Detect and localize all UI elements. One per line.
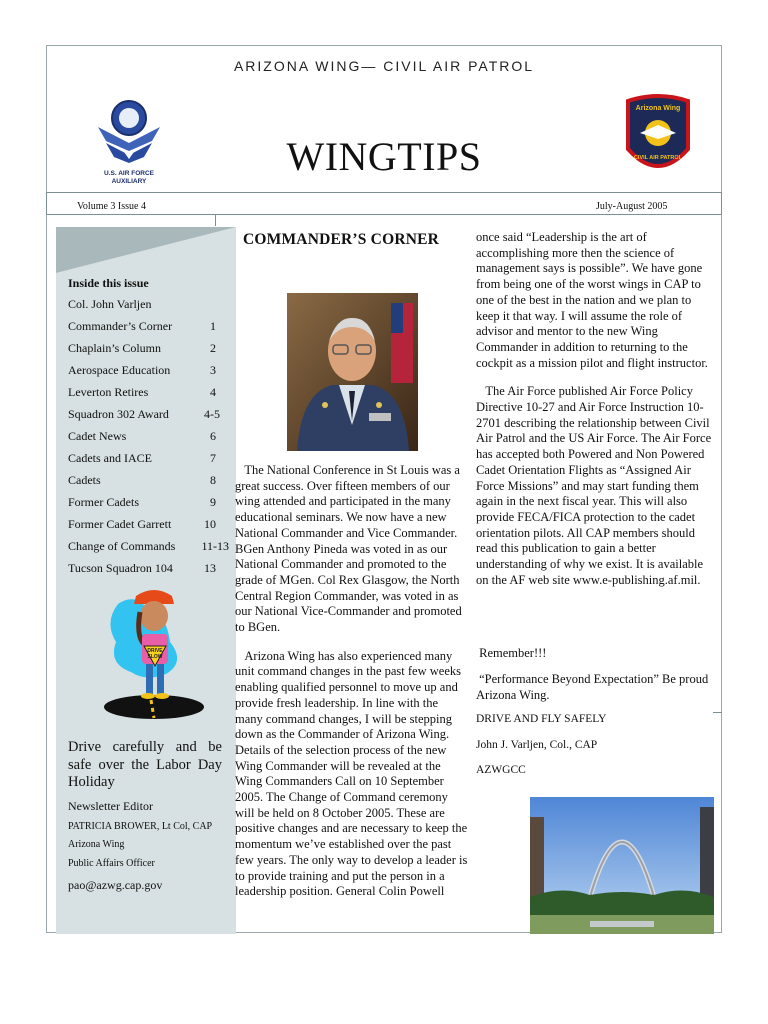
air-force-auxiliary-logo bbox=[94, 97, 164, 185]
left-logo-line-2: AUXILIARY bbox=[111, 178, 147, 185]
rule-tick-right bbox=[721, 193, 722, 214]
article-paragraph: The Air Force published Air Force Policy Directive 10-27 and Air Force Instruction 10-2701 describing the relationship between Civil Air Patrol and the US Air Force. The Air Force has accepted both Powered and Non Powered Cadet Orientation Flights as “Assigned Air Force Missions” and may start funding them again in the next fiscal year. This will also provide FECA/FICA protection to the cadet orientation pilots. All CAP members should read this publication to gain a better understanding of why we exist. It is available on the AF web site www.e-publishing.af.mil. bbox=[476, 384, 712, 587]
newsletter-title: WINGTIPS bbox=[286, 134, 482, 179]
toc-page: 13 bbox=[204, 561, 216, 575]
toc-item bbox=[68, 363, 228, 385]
toc-page: 10 bbox=[204, 517, 216, 531]
toc-label: Tucson Squadron 104 bbox=[68, 561, 173, 575]
masthead-rule-bottom bbox=[46, 214, 722, 215]
article-column-middle bbox=[235, 463, 468, 900]
article-paragraph: Arizona Wing has also experienced many unit command changes in the past few weeks enabling qualified personnel to move up and provide fresh leadership. In line with the many command changes, I will be stepping down as the Commander of Arizona Wing. Details of the selection process of the new Wing Commander will be revealed at the Wing Commanders Call on 10 September 2005. The Change of Command ceremony will be held on 8 October 2005. These are positive changes and are necessary to keep the momentum we’ve established over the past few years. The only way to develop a leader is to provide training and put the person in a leadership position. General Colin Powell bbox=[235, 648, 468, 899]
arizona-wing-patch-logo bbox=[622, 93, 694, 179]
organization-name: ARIZONA WING— CIVIL AIR PATROL bbox=[233, 58, 535, 74]
toc-label: Former Cadet Garrett bbox=[68, 517, 172, 531]
toc-page: 1 bbox=[210, 319, 216, 333]
table-of-contents bbox=[68, 297, 228, 583]
editor-email: pao@azwg.cap.gov bbox=[68, 878, 163, 892]
toc-item bbox=[68, 517, 228, 539]
masthead-rule-top bbox=[46, 192, 722, 193]
sign-off-line: DRIVE AND FLY SAFELY bbox=[476, 713, 607, 725]
commander-portrait-photo bbox=[287, 293, 418, 451]
toc-item bbox=[68, 319, 228, 341]
toc-item bbox=[68, 341, 228, 363]
toc-page: 4-5 bbox=[204, 407, 220, 421]
toc-page: 11-13 bbox=[201, 539, 229, 553]
toc-item bbox=[68, 451, 228, 473]
toc-label: Chaplain’s Column bbox=[68, 341, 161, 355]
article-column-right bbox=[476, 230, 714, 588]
toc-item bbox=[68, 473, 228, 495]
toc-page: 6 bbox=[210, 429, 216, 443]
inside-issue-heading: Inside this issue bbox=[68, 276, 149, 290]
newsletter-editor-label: Newsletter Editor bbox=[68, 799, 153, 813]
toc-label: Cadet News bbox=[68, 429, 127, 443]
sidebar-corner-shape bbox=[56, 227, 236, 273]
editor-organization: Arizona Wing bbox=[68, 839, 125, 850]
sidebar bbox=[56, 227, 236, 934]
toc-label: Cadets bbox=[68, 473, 101, 487]
sign-line-2: SLOW bbox=[147, 654, 163, 660]
article-heading: COMMANDER’S CORNER bbox=[243, 231, 440, 248]
toc-label: Commander’s Corner bbox=[68, 319, 173, 333]
toc-page: 3 bbox=[210, 363, 216, 377]
toc-page: 9 bbox=[210, 495, 216, 509]
rule-tick-right-mid bbox=[713, 712, 722, 713]
sign-line-1: DRIVE bbox=[147, 648, 163, 654]
toc-page: 2 bbox=[210, 341, 216, 355]
toc-item bbox=[68, 539, 228, 561]
toc-page: 8 bbox=[210, 473, 216, 487]
remember-line: Remember!!! bbox=[476, 646, 547, 660]
gateway-arch-photo bbox=[530, 797, 714, 934]
toc-label: Squadron 302 Award bbox=[68, 407, 169, 421]
toc-page: 4 bbox=[210, 385, 216, 399]
drive-slow-cartoon bbox=[96, 582, 226, 722]
editor-office: Public Affairs Officer bbox=[68, 858, 155, 869]
toc-item bbox=[68, 407, 228, 429]
drive-safely-note: Drive carefully and be safe over the Labor Day Holiday bbox=[68, 739, 222, 790]
right-logo-line-2: CIVIL AIR PATROL bbox=[633, 155, 683, 161]
toc-item bbox=[68, 429, 228, 451]
toc-item bbox=[68, 385, 228, 407]
toc-page: 7 bbox=[210, 451, 216, 465]
volume-issue: Volume 3 Issue 4 bbox=[77, 201, 146, 212]
toc-label: Aerospace Education bbox=[68, 363, 171, 377]
motto-line: “Performance Beyond Expectation” Be proud Arizona Wing. bbox=[476, 672, 709, 702]
issue-date: July-August 2005 bbox=[596, 201, 668, 212]
toc-item bbox=[68, 561, 228, 583]
toc-item bbox=[68, 495, 228, 517]
toc-label: Former Cadets bbox=[68, 495, 139, 509]
toc-label: Change of Commands bbox=[68, 539, 176, 553]
toc-label: Col. John Varljen bbox=[68, 297, 152, 311]
toc-label: Leverton Retires bbox=[68, 385, 149, 399]
toc-item bbox=[68, 297, 228, 319]
rule-tick-mid bbox=[215, 214, 216, 226]
toc-label: Cadets and IACE bbox=[68, 451, 152, 465]
rule-tick-left bbox=[46, 193, 47, 214]
left-logo-line-1: U.S. AIR FORCE bbox=[104, 170, 154, 177]
editor-name: PATRICIA BROWER, Lt Col, CAP bbox=[68, 821, 213, 832]
article-paragraph: once said “Leadership is the art of accomplishing more then the science of management says is possible”. We have gone from being one of the worst wings in CAP to one of the best in the nation and we plan to keep it that way. I will assume the role of advisor and mentor to the new Wing Commander in addition to returning to the cockpit as a mission pilot and flight instructor. bbox=[476, 230, 708, 370]
right-logo-line-1: Arizona Wing bbox=[635, 105, 681, 112]
unit-code-line: AZWGCC bbox=[476, 764, 526, 776]
signature-line: John J. Varljen, Col., CAP bbox=[476, 739, 598, 751]
article-paragraph: The National Conference in St Louis was a great success. Over fifteen members of our wing attended and participated in the many educational seminars. We now have a new National Commander and Vice Commander. BGen Anthony Pineda was voted in as our National Commander and promoted to the grade of MGen. Col Rex Glasgow, the North Central Region Commander, was voted in as our National Vice-Commander and promoted to BGen. bbox=[235, 463, 462, 635]
